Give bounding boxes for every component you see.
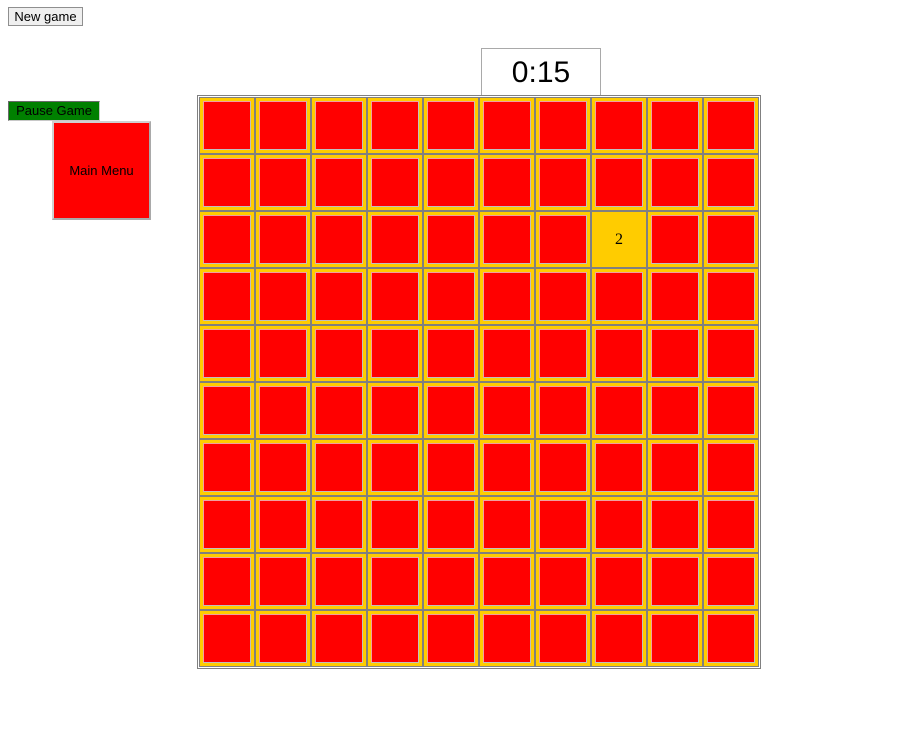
tile[interactable] bbox=[647, 97, 703, 154]
tile-cover bbox=[539, 386, 587, 435]
tile-revealed[interactable] bbox=[591, 211, 647, 268]
tile-cover bbox=[707, 443, 755, 492]
tile[interactable] bbox=[199, 268, 255, 325]
tile[interactable] bbox=[423, 553, 479, 610]
tile-cover bbox=[203, 386, 251, 435]
tile[interactable] bbox=[423, 325, 479, 382]
tile-cover bbox=[203, 158, 251, 207]
tile-cover bbox=[259, 443, 307, 492]
tile[interactable] bbox=[535, 496, 591, 553]
tile-cover bbox=[259, 101, 307, 150]
tile-number: 2 bbox=[615, 231, 623, 248]
tile[interactable] bbox=[423, 154, 479, 211]
main-menu-button[interactable]: Main Menu bbox=[52, 121, 151, 220]
tile-cover bbox=[539, 215, 587, 264]
tile[interactable] bbox=[367, 325, 423, 382]
tile[interactable] bbox=[199, 211, 255, 268]
tile[interactable] bbox=[479, 211, 535, 268]
tile-cover bbox=[315, 158, 363, 207]
tile[interactable] bbox=[423, 496, 479, 553]
tile-cover bbox=[427, 158, 475, 207]
tile-cover bbox=[259, 500, 307, 549]
tile-cover bbox=[539, 329, 587, 378]
tile-cover bbox=[203, 557, 251, 606]
tile-cover bbox=[371, 158, 419, 207]
tile[interactable] bbox=[311, 439, 367, 496]
tile-cover bbox=[595, 557, 643, 606]
tile[interactable] bbox=[199, 97, 255, 154]
tile[interactable] bbox=[647, 553, 703, 610]
tile[interactable] bbox=[647, 439, 703, 496]
tile-cover bbox=[539, 272, 587, 321]
tile[interactable] bbox=[479, 610, 535, 667]
tile[interactable] bbox=[647, 154, 703, 211]
tile-cover bbox=[483, 557, 531, 606]
tile[interactable] bbox=[479, 553, 535, 610]
tile-cover bbox=[595, 386, 643, 435]
tile-cover bbox=[203, 329, 251, 378]
tile[interactable] bbox=[703, 154, 759, 211]
tile-cover bbox=[483, 614, 531, 663]
tile-cover bbox=[595, 443, 643, 492]
tile[interactable] bbox=[311, 268, 367, 325]
tile[interactable] bbox=[703, 382, 759, 439]
tile[interactable] bbox=[367, 268, 423, 325]
tile-cover bbox=[651, 614, 699, 663]
tile-cover bbox=[651, 500, 699, 549]
tile-cover bbox=[651, 215, 699, 264]
tile[interactable] bbox=[703, 553, 759, 610]
tile-cover bbox=[483, 158, 531, 207]
tile-cover bbox=[707, 386, 755, 435]
tile-cover bbox=[539, 158, 587, 207]
tile-cover bbox=[259, 329, 307, 378]
tile[interactable] bbox=[311, 211, 367, 268]
tile-cover bbox=[483, 329, 531, 378]
tile[interactable] bbox=[255, 154, 311, 211]
tile[interactable] bbox=[423, 610, 479, 667]
tile-cover bbox=[259, 386, 307, 435]
tile[interactable] bbox=[479, 325, 535, 382]
tile-cover bbox=[427, 215, 475, 264]
tile[interactable] bbox=[591, 97, 647, 154]
tile[interactable] bbox=[535, 553, 591, 610]
tile-cover bbox=[483, 386, 531, 435]
tile-cover bbox=[483, 272, 531, 321]
tile[interactable] bbox=[591, 439, 647, 496]
tile[interactable] bbox=[703, 496, 759, 553]
tile[interactable] bbox=[647, 325, 703, 382]
tile[interactable] bbox=[535, 268, 591, 325]
tile-cover bbox=[259, 557, 307, 606]
tile-cover bbox=[259, 272, 307, 321]
tile[interactable] bbox=[647, 496, 703, 553]
game-board bbox=[197, 95, 761, 669]
tile[interactable] bbox=[367, 610, 423, 667]
tile-cover bbox=[707, 500, 755, 549]
tile-cover bbox=[539, 500, 587, 549]
tile[interactable] bbox=[703, 610, 759, 667]
tile[interactable] bbox=[255, 382, 311, 439]
tile[interactable] bbox=[703, 268, 759, 325]
tile-cover bbox=[203, 101, 251, 150]
tile[interactable] bbox=[199, 553, 255, 610]
tile-cover bbox=[371, 329, 419, 378]
tile-cover bbox=[539, 614, 587, 663]
tile[interactable] bbox=[367, 211, 423, 268]
tile-cover bbox=[371, 557, 419, 606]
tile-cover bbox=[315, 272, 363, 321]
tile-cover bbox=[595, 500, 643, 549]
tile[interactable] bbox=[311, 553, 367, 610]
tile-cover bbox=[259, 158, 307, 207]
tile[interactable] bbox=[199, 382, 255, 439]
tile[interactable] bbox=[535, 439, 591, 496]
tile-cover bbox=[427, 443, 475, 492]
tile-cover bbox=[595, 158, 643, 207]
tile[interactable] bbox=[423, 211, 479, 268]
tile[interactable] bbox=[199, 610, 255, 667]
tile-cover bbox=[203, 215, 251, 264]
tile[interactable] bbox=[423, 439, 479, 496]
tile[interactable] bbox=[535, 211, 591, 268]
tile[interactable] bbox=[479, 268, 535, 325]
tile-cover bbox=[427, 101, 475, 150]
tile[interactable] bbox=[255, 610, 311, 667]
tile[interactable] bbox=[535, 154, 591, 211]
tile-cover bbox=[539, 101, 587, 150]
tile[interactable] bbox=[647, 211, 703, 268]
tile[interactable] bbox=[367, 496, 423, 553]
tile[interactable] bbox=[647, 610, 703, 667]
tile-cover bbox=[427, 614, 475, 663]
tile[interactable] bbox=[367, 154, 423, 211]
timer-display: 0:15 bbox=[481, 48, 601, 96]
tile[interactable] bbox=[423, 268, 479, 325]
tile[interactable] bbox=[199, 496, 255, 553]
tile[interactable] bbox=[479, 154, 535, 211]
tile[interactable] bbox=[591, 154, 647, 211]
tile-cover bbox=[651, 386, 699, 435]
tile[interactable] bbox=[647, 382, 703, 439]
tile-cover bbox=[371, 500, 419, 549]
tile[interactable] bbox=[367, 553, 423, 610]
tile-cover bbox=[539, 557, 587, 606]
tile-cover bbox=[651, 557, 699, 606]
tile-cover bbox=[707, 272, 755, 321]
tile-cover bbox=[315, 500, 363, 549]
tile-cover bbox=[371, 386, 419, 435]
tile[interactable] bbox=[703, 439, 759, 496]
tile-cover bbox=[427, 557, 475, 606]
tile-cover bbox=[651, 158, 699, 207]
tile[interactable] bbox=[255, 439, 311, 496]
tile-grid bbox=[199, 97, 759, 667]
tile-cover bbox=[371, 443, 419, 492]
tile-cover bbox=[259, 614, 307, 663]
tile-cover bbox=[427, 272, 475, 321]
tile-cover bbox=[371, 101, 419, 150]
tile[interactable] bbox=[199, 439, 255, 496]
tile[interactable] bbox=[423, 97, 479, 154]
tile[interactable] bbox=[479, 97, 535, 154]
tile-cover bbox=[595, 614, 643, 663]
tile[interactable] bbox=[255, 211, 311, 268]
tile-cover bbox=[651, 101, 699, 150]
tile-cover bbox=[203, 500, 251, 549]
tile[interactable] bbox=[311, 496, 367, 553]
tile[interactable] bbox=[591, 325, 647, 382]
tile-cover bbox=[651, 329, 699, 378]
tile-cover bbox=[595, 272, 643, 321]
tile[interactable] bbox=[199, 325, 255, 382]
tile-cover bbox=[427, 386, 475, 435]
tile-cover bbox=[315, 215, 363, 264]
tile[interactable] bbox=[311, 325, 367, 382]
tile[interactable] bbox=[311, 97, 367, 154]
tile[interactable] bbox=[591, 553, 647, 610]
tile[interactable] bbox=[367, 439, 423, 496]
tile-cover bbox=[427, 329, 475, 378]
new-game-button[interactable]: New game bbox=[8, 7, 83, 26]
tile-cover bbox=[371, 215, 419, 264]
tile[interactable] bbox=[255, 496, 311, 553]
pause-game-button[interactable]: Pause Game bbox=[8, 101, 100, 121]
tile-cover bbox=[427, 500, 475, 549]
tile[interactable] bbox=[479, 382, 535, 439]
tile[interactable] bbox=[535, 325, 591, 382]
tile[interactable] bbox=[479, 439, 535, 496]
tile-cover bbox=[483, 101, 531, 150]
tile-cover bbox=[483, 443, 531, 492]
tile-cover bbox=[203, 272, 251, 321]
tile[interactable] bbox=[255, 97, 311, 154]
tile-cover bbox=[315, 386, 363, 435]
tile-cover bbox=[315, 443, 363, 492]
tile-cover bbox=[651, 272, 699, 321]
tile[interactable] bbox=[591, 496, 647, 553]
tile-cover bbox=[203, 443, 251, 492]
tile-cover bbox=[707, 158, 755, 207]
tile-cover bbox=[315, 329, 363, 378]
tile[interactable] bbox=[255, 553, 311, 610]
tile-cover bbox=[707, 101, 755, 150]
tile[interactable] bbox=[591, 610, 647, 667]
tile-cover bbox=[707, 614, 755, 663]
tile-cover bbox=[483, 215, 531, 264]
tile-cover bbox=[315, 614, 363, 663]
tile[interactable] bbox=[591, 268, 647, 325]
tile[interactable] bbox=[647, 268, 703, 325]
tile-cover bbox=[371, 614, 419, 663]
tile[interactable] bbox=[311, 610, 367, 667]
tile-cover bbox=[707, 329, 755, 378]
tile[interactable] bbox=[535, 610, 591, 667]
tile-cover bbox=[539, 443, 587, 492]
tile[interactable] bbox=[423, 382, 479, 439]
tile[interactable] bbox=[535, 97, 591, 154]
tile-cover bbox=[371, 272, 419, 321]
tile[interactable] bbox=[255, 268, 311, 325]
tile[interactable] bbox=[367, 382, 423, 439]
tile[interactable] bbox=[255, 325, 311, 382]
tile[interactable] bbox=[703, 211, 759, 268]
tile-cover bbox=[259, 215, 307, 264]
tile-cover bbox=[595, 101, 643, 150]
tile-cover bbox=[203, 614, 251, 663]
tile[interactable] bbox=[367, 97, 423, 154]
tile-cover bbox=[707, 557, 755, 606]
tile-cover bbox=[315, 557, 363, 606]
tile[interactable] bbox=[199, 154, 255, 211]
tile-cover bbox=[483, 500, 531, 549]
tile-cover bbox=[707, 215, 755, 264]
tile[interactable] bbox=[703, 97, 759, 154]
tile[interactable] bbox=[535, 382, 591, 439]
tile-cover bbox=[595, 329, 643, 378]
tile-cover bbox=[651, 443, 699, 492]
tile[interactable] bbox=[311, 382, 367, 439]
tile[interactable] bbox=[591, 382, 647, 439]
tile[interactable] bbox=[703, 325, 759, 382]
tile-cover bbox=[315, 101, 363, 150]
tile[interactable] bbox=[479, 496, 535, 553]
tile[interactable] bbox=[311, 154, 367, 211]
